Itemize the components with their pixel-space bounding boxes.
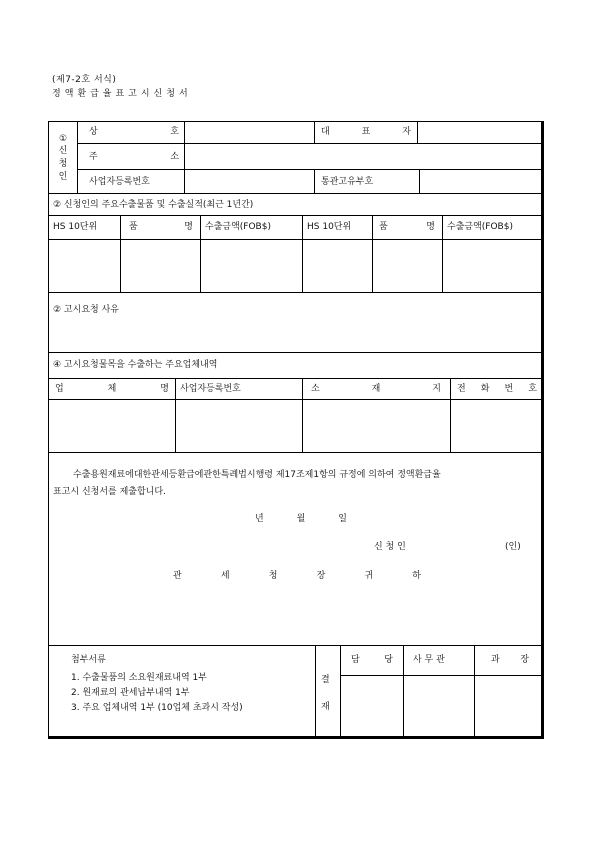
approval-label-1: 결 [321,675,330,685]
approval-clerk-header: 사 무 관 [413,655,445,665]
company-name-header: 업 체 명 [55,384,169,394]
hs-code-header: HS 10단위 [53,222,98,232]
form-title: 정액환급율표고시신청서 [52,89,192,99]
address-label: 주 소 [89,152,179,162]
company-biz-reg-header: 사업자등록번호 [180,384,241,394]
section4-title: ④ 고시요청물목을 수출하는 주요업체내역 [53,360,218,370]
export-amount-header-2: 수출금액(FOB$) [447,222,513,232]
biz-reg-no-label: 사업자등록번호 [89,177,150,187]
statement-line-2: 표고시 신청서를 제출합니다. [53,487,166,497]
addressee: 관 세 청 장 귀 하 [173,571,421,581]
representative-label: 대 표 자 [321,127,411,137]
attachment-item-1: 1. 수출물품의 소요원재료내역 1부 [71,673,207,683]
location-header: 소 재 지 [311,384,441,394]
section2-title: ② 신청인의 주요수출물품 및 수출실적(최근 1년간) [53,200,254,210]
applicant-char-2: 청 [58,159,68,169]
attachment-item-3: 3. 주요 업체내역 1부 (10업체 초과시 작성) [71,703,243,713]
approval-label-2: 재 [321,702,330,712]
applicant-signature-label: 신 청 인 [374,542,406,552]
attachment-item-2: 2. 원재료의 관세납부내역 1부 [71,688,190,698]
applicant-circle-1: ① [58,134,68,144]
form-number: (제7-2호 서식) [52,75,117,85]
item-name-header-2: 품 명 [379,222,435,232]
company-name-label: 상 호 [89,127,179,137]
statement-line-1: 수출용원재료에대한관세등환급에관한특례법시행령 제17조제1항의 규정에 의하여 정액환급율 [73,470,441,480]
customs-code-label: 통관고유부호 [321,177,374,187]
section3-title: ② 고시요청 사유 [53,305,119,315]
approval-chief-header: 과 장 [491,655,529,665]
date-line: 년 월 일 [255,514,347,524]
phone-header: 전 화 번 호 [457,384,537,394]
approval-officer-header: 담 당 [351,655,393,665]
attachments-title: 첨부서류 [71,655,106,665]
applicant-char-1: 신 [58,146,68,156]
applicant-char-3: 인 [58,172,68,182]
export-amount-header: 수출금액(FOB$) [205,222,271,232]
hs-code-header-2: HS 10단위 [307,222,352,232]
seal-mark: (인) [505,542,521,552]
form-frame [48,121,544,739]
item-name-header: 품 명 [129,222,193,232]
